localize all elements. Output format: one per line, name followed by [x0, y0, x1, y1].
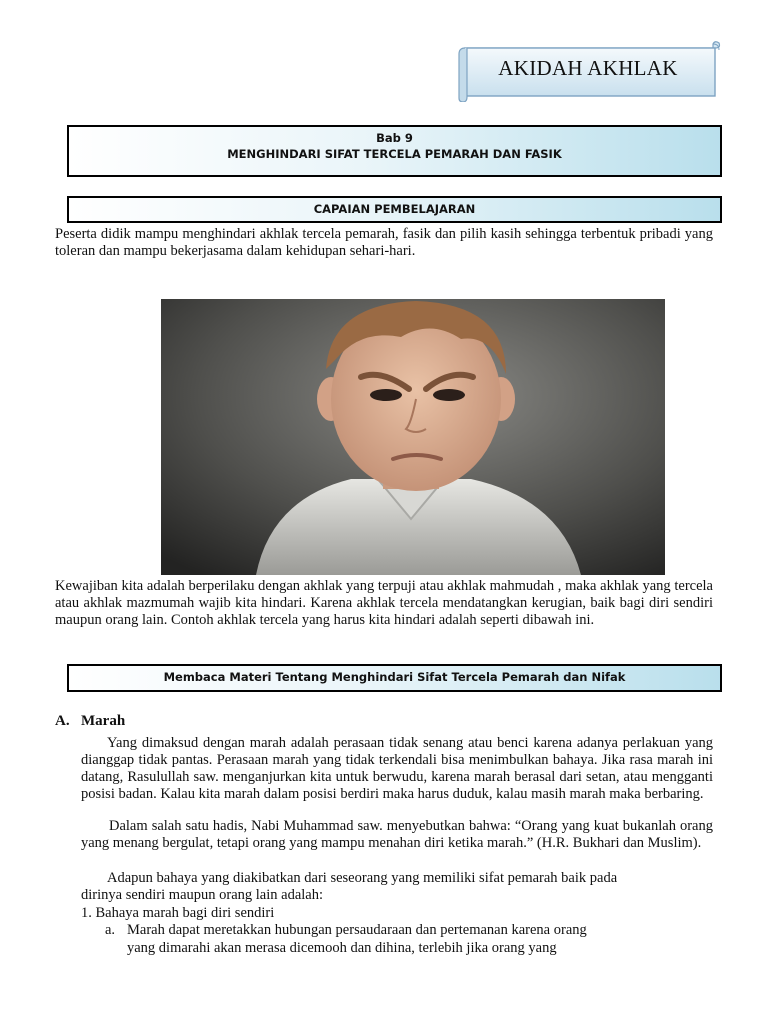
section-a-paragraph-3-line-2: dirinya sendiri maupun orang lain adalah: [81, 887, 323, 903]
chapter-title-box [67, 125, 722, 177]
sub-item-a-marker: a. [105, 922, 116, 938]
sub-item-a-line-2: yang dimarahi akan merasa dicemooh dan dihina, terlebih jika orang yang [127, 940, 557, 956]
reading-material-box [67, 664, 722, 692]
section-a-paragraph-2: Dalam salah satu hadis, Nabi Muhammad saw. menyebutkan bahwa: “Orang yang kuat bukanlah orang yang menang bergulat, tetapi orang yang mampu menahan diri ketika marah.” (H.R. Bukhari dan Muslim). [81, 818, 713, 851]
chapter-number: Bab 9 [376, 131, 413, 145]
subject-title: AKIDAH AKHLAK [498, 56, 678, 80]
list-item-1: 1. Bahaya marah bagi diri sendiri [81, 905, 275, 921]
section-a-marker: A. [55, 713, 70, 729]
angry-child-photo [161, 299, 665, 575]
learning-outcome-text: Peserta didik mampu menghindari akhlak tercela pemarah, fasik dan pilih kasih sehingga terbentuk pribadi yang toleran dan mampu bekerjasama dalam kehidupan sehari-hari. [55, 226, 713, 259]
section-a-paragraph-3-line-1: Adapun bahaya yang diakibatkan dari seseorang yang memiliki sifat pemarah baik pada [107, 870, 618, 886]
sub-item-a-line-1: Marah dapat meretakkan hubungan persaudaraan dan pertemanan karena orang [127, 922, 587, 938]
intro-paragraph: Kewajiban kita adalah berperilaku dengan akhlak yang terpuji atau akhlak mahmudah , maka akhlak yang tercela atau akhlak mazmumah wajib kita hindari. Karena akhlak tercela mendatangkan kerugian, baik bagi diri sendiri maupun orang lain. Contoh akhlak tercela yang harus kita hindari adalah seperti dibawah ini. [55, 578, 713, 628]
learning-outcome-heading: CAPAIAN PEMBELAJARAN [313, 202, 476, 216]
reading-material-title: Membaca Materi Tentang Menghindari Sifat Tercela Pemarah dan Nifak [163, 670, 626, 684]
learning-outcome-heading-box [67, 196, 722, 223]
section-a-paragraph-1: Yang dimaksud dengan marah adalah perasaan tidak senang atau benci karena adanya perlakuan yang dianggap tidak pantas. Perasaan marah yang tidak terkendali bisa menimbulkan bahaya. Jika rasa marah ini datang, Rasulullah saw. menganjurkan kita untuk berwudu, karena marah berasal dari setan, atau mengganti posisi badan. Kalau kita marah dalam posisi berdiri maka harus duduk, kalau masih marah maka berbaring. [81, 735, 713, 802]
section-a-title: Marah [81, 713, 126, 729]
chapter-title: MENGHINDARI SIFAT TERCELA PEMARAH DAN FASIK [227, 147, 562, 161]
